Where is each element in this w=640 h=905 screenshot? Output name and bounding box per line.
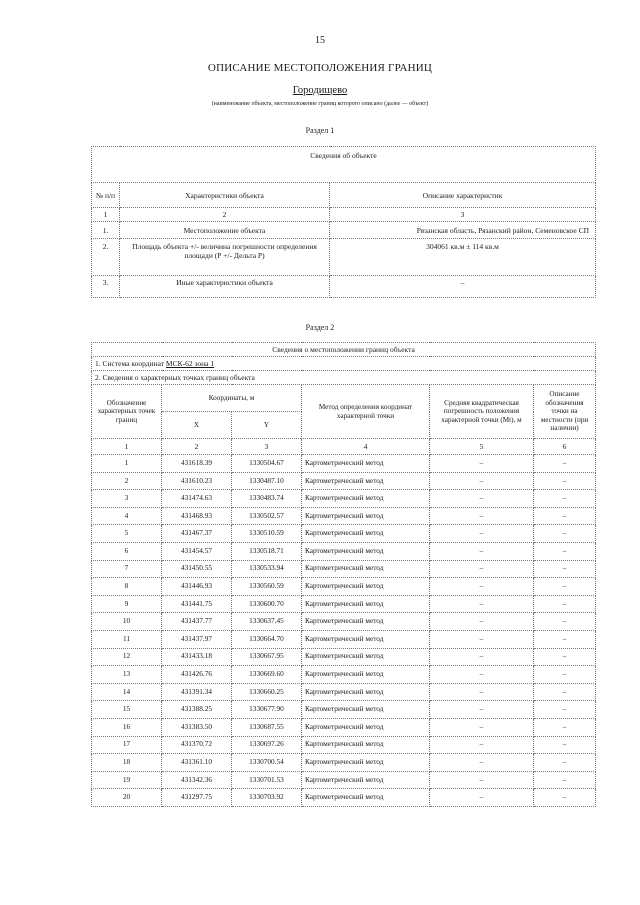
coordinate-y: 1330518.71 <box>232 542 302 560</box>
coordinate-y: 1330487.10 <box>232 472 302 490</box>
table-row <box>92 736 596 754</box>
method-cell: Картометрический метод <box>302 718 430 736</box>
coordinate-x: 431446.93 <box>162 578 232 596</box>
method-cell: Картометрический метод <box>302 490 430 508</box>
coordinate-x: 431610.23 <box>162 472 232 490</box>
column-header-x: X <box>162 412 232 439</box>
point-id: 7 <box>92 560 162 578</box>
column-number: 4 <box>302 439 430 455</box>
coordinate-y: 1330697.26 <box>232 736 302 754</box>
coordinate-y: 1330664.70 <box>232 630 302 648</box>
coordinate-x: 431391.34 <box>162 683 232 701</box>
table-row <box>92 542 596 560</box>
marking-cell: – <box>534 455 596 473</box>
column-header-point: Обозначение характерных точек границ <box>92 385 162 439</box>
marking-cell: – <box>534 666 596 684</box>
point-id: 2 <box>92 472 162 490</box>
accuracy-cell: – <box>430 542 534 560</box>
coordinate-y: 1330660.25 <box>232 683 302 701</box>
table-row <box>92 578 596 596</box>
coordinate-x: 431454.57 <box>162 542 232 560</box>
point-id: 12 <box>92 648 162 666</box>
coordinate-x: 431383.50 <box>162 718 232 736</box>
coordinate-x: 431426.76 <box>162 666 232 684</box>
method-cell: Картометрический метод <box>302 683 430 701</box>
column-header-method: Метод определения координат характерной точки <box>302 385 430 439</box>
method-cell: Картометрический метод <box>302 736 430 754</box>
marking-cell: – <box>534 472 596 490</box>
method-cell: Картометрический метод <box>302 666 430 684</box>
method-cell: Картометрический метод <box>302 613 430 631</box>
coordinate-y: 1330687.55 <box>232 718 302 736</box>
accuracy-cell: – <box>430 718 534 736</box>
characteristic-name: Иные характеристики объекта <box>120 276 330 298</box>
page-number: 15 <box>315 35 325 46</box>
marking-cell: – <box>534 683 596 701</box>
table-row <box>92 239 596 276</box>
accuracy-cell: – <box>430 754 534 772</box>
table-row <box>92 613 596 631</box>
method-cell: Картометрический метод <box>302 472 430 490</box>
accuracy-cell: – <box>430 490 534 508</box>
marking-cell: – <box>534 736 596 754</box>
accuracy-cell: – <box>430 472 534 490</box>
marking-cell: – <box>534 789 596 807</box>
table-row <box>92 666 596 684</box>
object-name-caption: (наименование объекта, местоположение границ которого описано (далее — объект) <box>211 101 429 107</box>
method-cell: Картометрический метод <box>302 560 430 578</box>
coordinate-x: 431450.55 <box>162 560 232 578</box>
coordinate-x: 431370.72 <box>162 736 232 754</box>
accuracy-cell: – <box>430 578 534 596</box>
row-number: 2. <box>92 239 120 276</box>
point-id: 20 <box>92 789 162 807</box>
marking-cell: – <box>534 542 596 560</box>
point-id: 4 <box>92 507 162 525</box>
method-cell: Картометрический метод <box>302 754 430 772</box>
method-cell: Картометрический метод <box>302 507 430 525</box>
point-id: 16 <box>92 718 162 736</box>
points-info-line: 2. Сведения о характерных точках границ объекта <box>92 371 596 385</box>
characteristic-value: Рязанская область, Рязанский район, Семеновское СП <box>330 222 596 239</box>
point-id: 13 <box>92 666 162 684</box>
coordinate-y: 1330667.95 <box>232 648 302 666</box>
accuracy-cell: – <box>430 789 534 807</box>
method-cell: Картометрический метод <box>302 630 430 648</box>
point-id: 17 <box>92 736 162 754</box>
accuracy-cell: – <box>430 666 534 684</box>
marking-cell: – <box>534 701 596 719</box>
method-cell: Картометрический метод <box>302 789 430 807</box>
marking-cell: – <box>534 560 596 578</box>
accuracy-cell: – <box>430 525 534 543</box>
method-cell: Картометрический метод <box>302 701 430 719</box>
marking-cell: – <box>534 613 596 631</box>
marking-cell: – <box>534 578 596 596</box>
table-row <box>92 455 596 473</box>
coordinate-x: 431437.97 <box>162 630 232 648</box>
row-number: 1. <box>92 222 120 239</box>
table-row <box>92 276 596 298</box>
accuracy-cell: – <box>430 701 534 719</box>
characteristic-value: – <box>330 276 596 298</box>
point-id: 19 <box>92 771 162 789</box>
object-info-table <box>91 146 596 298</box>
column-header-number: № п/п <box>92 183 120 208</box>
coordinate-x: 431342.36 <box>162 771 232 789</box>
column-number: 1 <box>92 208 120 222</box>
point-id: 11 <box>92 630 162 648</box>
column-number: 2 <box>120 208 330 222</box>
section-1-label: Раздел 1 <box>305 126 335 135</box>
characteristic-name: Площадь объекта +/- величина погрешности определения площади (Р +/- Дельта Р) <box>120 239 330 276</box>
point-id: 14 <box>92 683 162 701</box>
coordinate-y: 1330677.90 <box>232 701 302 719</box>
column-header-coordinates: Координаты, м <box>162 385 302 412</box>
marking-cell: – <box>534 507 596 525</box>
marking-cell: – <box>534 490 596 508</box>
column-number: 2 <box>162 439 232 455</box>
column-header-accuracy: Средняя квадратическая погрешность положения характерной точки (Мt), м <box>430 385 534 439</box>
coordinate-system-name: МСК-62 зона 1 <box>165 359 215 368</box>
method-cell: Картометрический метод <box>302 595 430 613</box>
characteristic-name: Местоположение объекта <box>120 222 330 239</box>
table-row <box>92 560 596 578</box>
accuracy-cell: – <box>430 507 534 525</box>
characteristic-value: 304061 кв.м ± 114 кв.м <box>330 239 596 276</box>
object-info-header: Сведения об объекте <box>92 147 596 183</box>
coordinate-y: 1330669.60 <box>232 666 302 684</box>
coordinate-x: 431437.77 <box>162 613 232 631</box>
accuracy-cell: – <box>430 613 534 631</box>
method-cell: Картометрический метод <box>302 648 430 666</box>
column-number: 1 <box>92 439 162 455</box>
coordinate-x: 431297.75 <box>162 789 232 807</box>
method-cell: Картометрический метод <box>302 455 430 473</box>
coordinate-y: 1330533.94 <box>232 560 302 578</box>
method-cell: Картометрический метод <box>302 771 430 789</box>
column-header-y: Y <box>232 412 302 439</box>
marking-cell: – <box>534 630 596 648</box>
table-row <box>92 718 596 736</box>
coordinate-y: 1330637.45 <box>232 613 302 631</box>
table-row <box>92 472 596 490</box>
table-row <box>92 701 596 719</box>
point-id: 10 <box>92 613 162 631</box>
coordinate-system-line <box>92 357 596 371</box>
method-cell: Картометрический метод <box>302 525 430 543</box>
accuracy-cell: – <box>430 455 534 473</box>
coordinate-x: 431361.10 <box>162 754 232 772</box>
object-name: Городищево <box>292 85 348 96</box>
points-table-body <box>92 455 596 807</box>
coordinate-y: 1330560.59 <box>232 578 302 596</box>
marking-cell: – <box>534 718 596 736</box>
point-id: 6 <box>92 542 162 560</box>
coordinate-x: 431441.75 <box>162 595 232 613</box>
coordinate-x: 431433.18 <box>162 648 232 666</box>
point-id: 18 <box>92 754 162 772</box>
point-id: 5 <box>92 525 162 543</box>
column-header-marking: Описание обозначения точки на местности (при наличии) <box>534 385 596 439</box>
point-id: 9 <box>92 595 162 613</box>
coordinate-y: 1330483.74 <box>232 490 302 508</box>
coordinate-x: 431468.93 <box>162 507 232 525</box>
accuracy-cell: – <box>430 736 534 754</box>
boundary-points-table <box>91 342 596 807</box>
coordinate-x: 431467.37 <box>162 525 232 543</box>
table-row <box>92 525 596 543</box>
method-cell: Картометрический метод <box>302 578 430 596</box>
document-title: ОПИСАНИЕ МЕСТОПОЛОЖЕНИЯ ГРАНИЦ <box>207 62 433 74</box>
table-row <box>92 222 596 239</box>
accuracy-cell: – <box>430 560 534 578</box>
coordinate-x: 431474.63 <box>162 490 232 508</box>
table-row <box>92 595 596 613</box>
accuracy-cell: – <box>430 630 534 648</box>
marking-cell: – <box>534 525 596 543</box>
column-number: 6 <box>534 439 596 455</box>
table-row <box>92 490 596 508</box>
coordinate-y: 1330504.67 <box>232 455 302 473</box>
coordinate-x: 431618.39 <box>162 455 232 473</box>
table-row <box>92 683 596 701</box>
table-row <box>92 507 596 525</box>
marking-cell: – <box>534 595 596 613</box>
table-row <box>92 754 596 772</box>
marking-cell: – <box>534 754 596 772</box>
column-number: 5 <box>430 439 534 455</box>
point-id: 15 <box>92 701 162 719</box>
column-header-description: Описание характеристик <box>330 183 596 208</box>
column-number: 3 <box>232 439 302 455</box>
coordinate-x: 431388.25 <box>162 701 232 719</box>
point-id: 3 <box>92 490 162 508</box>
column-number: 3 <box>330 208 596 222</box>
table-row <box>92 789 596 807</box>
coordinate-y: 1330502.57 <box>232 507 302 525</box>
point-id: 1 <box>92 455 162 473</box>
coordinate-y: 1330700.54 <box>232 754 302 772</box>
row-number: 3. <box>92 276 120 298</box>
coordinate-y: 1330600.70 <box>232 595 302 613</box>
coordinate-y: 1330510.59 <box>232 525 302 543</box>
marking-cell: – <box>534 648 596 666</box>
accuracy-cell: – <box>430 771 534 789</box>
marking-cell: – <box>534 771 596 789</box>
point-id: 8 <box>92 578 162 596</box>
accuracy-cell: – <box>430 648 534 666</box>
column-header-characteristic: Характеристики объекта <box>120 183 330 208</box>
coordinate-system-prefix: 1. Система координат <box>95 359 166 368</box>
accuracy-cell: – <box>430 683 534 701</box>
method-cell: Картометрический метод <box>302 542 430 560</box>
table-row <box>92 648 596 666</box>
table-row <box>92 771 596 789</box>
coordinate-y: 1330703.92 <box>232 789 302 807</box>
accuracy-cell: – <box>430 595 534 613</box>
section-2-label: Раздел 2 <box>305 323 335 332</box>
boundary-info-header: Сведения о местоположении границ объекта <box>92 343 596 357</box>
coordinate-y: 1330701.53 <box>232 771 302 789</box>
table-row <box>92 630 596 648</box>
